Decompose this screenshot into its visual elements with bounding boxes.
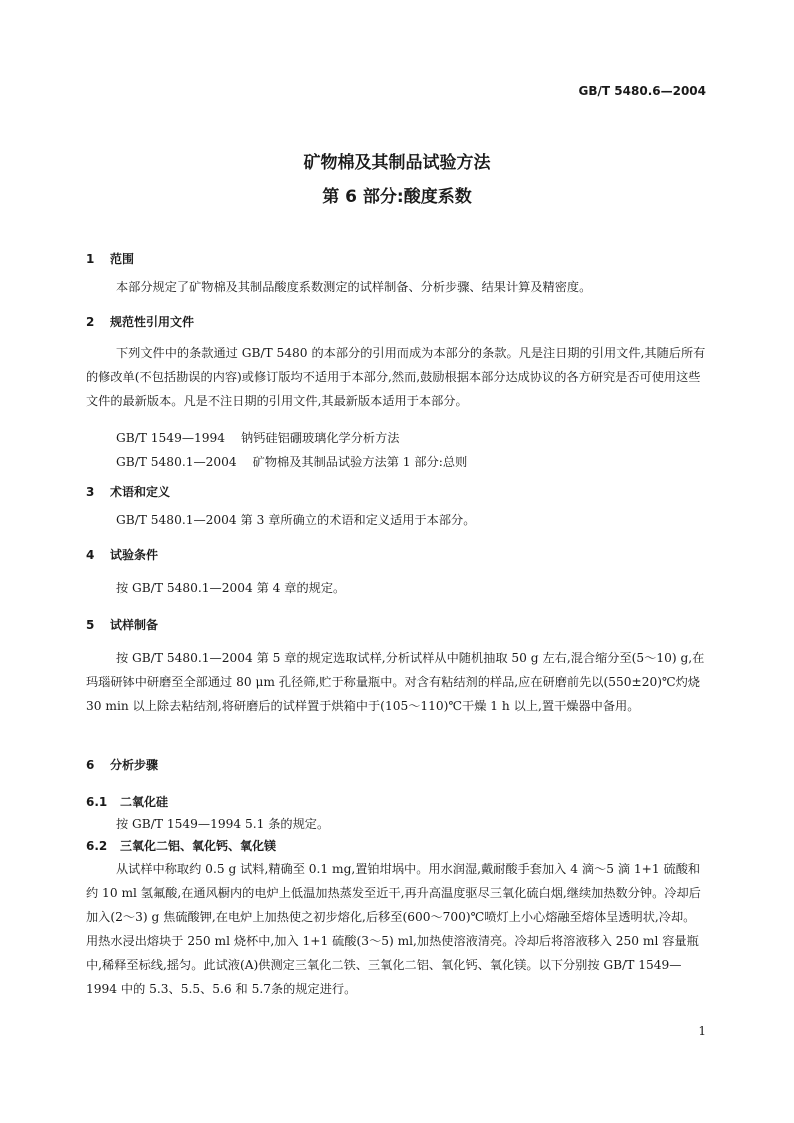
section-6-2-text: 从试样中称取约 0.5 g 试料,精确至 0.1 mg,置铂坩埚中。用水润湿,戴耐酸手套加入 4 滴～5 滴 1+1 硫酸和约 10 ml 氢氟酸,在通风橱内的电炉上低温加热蒸发至近干,再升高温度驱尽三氧化硫白烟,继续加热数分钟。冷却后加入(2～3) g 焦硫酸钾,在电炉上加热使之初步熔化,后移至(600～700)℃喷灯上小心熔融至熔体呈透明状,冷却。用热水浸出熔块于 250 ml 烧杯中,加入 1+1 硫酸(3～5) ml,加热使溶液清亮。冷却后将溶液移入 250 ml 容量瓶中,稀释至标线,摇匀。此试液(A)供测定三氧化二铁、三氧化二铝、氧化钙、氧化镁。以下分别按 GB/T 1549—1994 中的 5.3、5.5、5.6 和 5.7条的规定进行。 [86, 862, 701, 996]
section-number: 1 [86, 252, 95, 266]
section-6-2-heading [86, 837, 276, 854]
section-6-1-text: 按 GB/T 1549—1994 5.1 条的规定。 [116, 817, 330, 831]
reference-code: GB/T 1549—1994 [116, 431, 226, 445]
section-2-heading [86, 313, 194, 330]
section-1-heading [86, 250, 134, 267]
section-number: 6.1 [86, 795, 108, 809]
section-5-text: 按 GB/T 5480.1—2004 第 5 章的规定选取试样,分析试样从中随机抽取 50 g 左右,混合缩分至(5～10) g,在玛瑙研钵中研磨至全部通过 80 μm 孔径筛,贮于称量瓶中。对含有粘结剂的样品,应在研磨前先以(550±20)℃灼烧 30 min 以上除去粘结剂,将研磨后的试样置于烘箱中于(105～110)℃干燥 1 h 以上,置干燥器中备用。 [86, 651, 705, 713]
section-3-text: GB/T 5480.1—2004 第 3 章所确立的术语和定义适用于本部分。 [116, 513, 476, 527]
section-number: 6.2 [86, 839, 108, 853]
standard-code: GB/T 5480.6—2004 [578, 84, 706, 98]
section-title: 三氧化二铝、氧化钙、氧化镁 [120, 839, 277, 853]
section-3-heading [86, 483, 170, 500]
reference-title: 钠钙硅铝硼玻璃化学分析方法 [241, 431, 400, 445]
section-title: 分析步骤 [110, 758, 159, 772]
reference-item [116, 453, 467, 470]
reference-code: GB/T 5480.1—2004 [116, 455, 237, 469]
section-title: 规范性引用文件 [110, 315, 195, 329]
reference-item [116, 429, 399, 446]
document-title: 矿物棉及其制品试验方法 [303, 153, 491, 173]
page-number: 1 [698, 1024, 706, 1038]
reference-title: 矿物棉及其制品试验方法第 1 部分:总则 [252, 455, 468, 469]
section-title: 术语和定义 [110, 485, 171, 499]
section-number: 5 [86, 618, 95, 632]
section-5-heading [86, 616, 158, 633]
section-2-text: 下列文件中的条款通过 GB/T 5480 的本部分的引用而成为本部分的条款。凡是注日期的引用文件,其随后所有的修改单(不包括勘误的内容)或修订版均不适用于本部分,然而,鼓励根据本部分达成协议的各方研究是否可使用这些文件的最新版本。凡是不注日期的引用文件,其最新版本适用于本部分。 [86, 346, 706, 408]
section-4-heading [86, 546, 158, 563]
section-6-heading [86, 756, 158, 773]
section-number: 3 [86, 485, 95, 499]
section-title: 试验条件 [110, 548, 159, 562]
section-number: 2 [86, 315, 95, 329]
section-title: 范围 [110, 252, 135, 266]
section-1-text: 本部分规定了矿物棉及其制品酸度系数测定的试样制备、分析步骤、结果计算及精密度。 [116, 280, 592, 294]
section-number: 4 [86, 548, 95, 562]
document-subtitle: 第 6 部分:酸度系数 [322, 187, 472, 207]
section-title: 试样制备 [110, 618, 159, 632]
section-4-text: 按 GB/T 5480.1—2004 第 4 章的规定。 [116, 581, 346, 595]
section-6-1-heading [86, 793, 168, 810]
section-title: 二氧化硅 [120, 795, 169, 809]
section-number: 6 [86, 758, 95, 772]
